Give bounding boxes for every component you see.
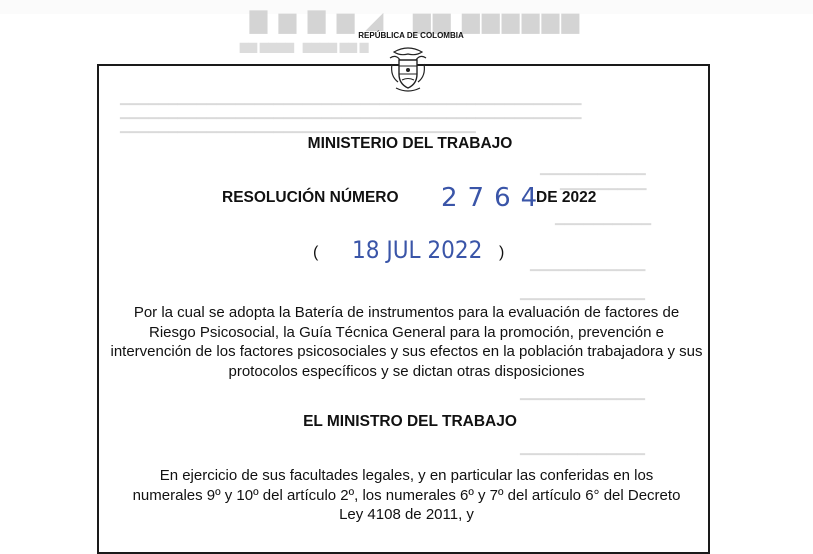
resolution-summary: Por la cual se adopta la Batería de instrumentos para la evaluación de factores de Riesgo Psicosocial, la Guía Técnica General para la promoción, prevención e intervención de los factores psicosociales y sus efectos en la población trabajadora y sus protocolos específicos y se dictan otras disposiciones [110,304,703,380]
date-paren-close: ) [499,244,505,261]
resolution-number-stamp: 2764 [441,183,548,213]
bleed-through-block-9: ▁▁▁▁▁▁▁▁▁▁▁▁▁ [520,386,645,400]
bleed-through-block-1: ▁▁▁▁▁▁▁▁▁▁▁▁▁▁▁▁▁▁▁▁▁▁▁▁▁▁▁▁▁▁▁▁▁▁▁▁▁▁▁▁▁▁▁▁▁▁▁▁ [120,91,582,105]
date-paren-open: ( [313,244,319,261]
resolution-date-stamp: 18 JUL 2022 [352,236,483,264]
bleed-through-header: ▇ ▆ ▇ ▆ ◢ ▆▆ ▆▆▆▆▆▆ [250,8,582,33]
bleed-through-block-7: ▁▁▁▁▁▁▁▁▁▁▁▁ [530,257,646,271]
bleed-through-block-4: ▁▁▁▁▁▁▁▁▁▁▁ [540,161,646,175]
ministry-heading: MINISTERIO DEL TRABAJO [307,135,513,152]
bleed-through-block-3: ▁▁▁▁▁▁▁▁▁▁▁▁▁▁▁▁▁▁▁▁▁▁▁▁▁▁▁▁▁▁▁▁▁▁▁▁▁ [120,119,476,133]
country-heading: REPÚBLICA DE COLOMBIA [358,31,464,40]
legal-powers-paragraph: En ejercicio de sus facultades legales, y en particular las conferidas en los numerales 9º y 10º del artículo 2º, los numerales 6º y 7º del artículo 6° del Decreto Ley 4108 de 2011, y [132,467,681,523]
coat-of-arms-icon [386,44,430,94]
resolution-label: RESOLUCIÓN NÚMERO [222,189,399,206]
bleed-through-subheader: ▆▆ ▆▆▆▆ ▆▆▆▆ ▆▆ ▆ [240,41,369,53]
bleed-through-block-10: ▁▁▁▁▁▁▁▁▁▁▁▁▁ [520,441,645,455]
minister-heading: EL MINISTRO DEL TRABAJO [303,413,517,430]
bleed-through-block-2: ▁▁▁▁▁▁▁▁▁▁▁▁▁▁▁▁▁▁▁▁▁▁▁▁▁▁▁▁▁▁▁▁▁▁▁▁▁▁▁▁▁▁▁▁▁▁▁▁ [120,105,582,119]
bleed-through-block-8: ▁▁▁▁▁▁▁▁▁▁▁▁▁ [520,286,645,300]
resolution-year: DE 2022 [536,189,597,206]
bleed-through-block-5: ▁▁▁▁▁▁▁▁▁ [560,176,647,190]
bleed-through-block-6: ▁▁▁▁▁▁▁▁▁▁ [555,211,652,225]
